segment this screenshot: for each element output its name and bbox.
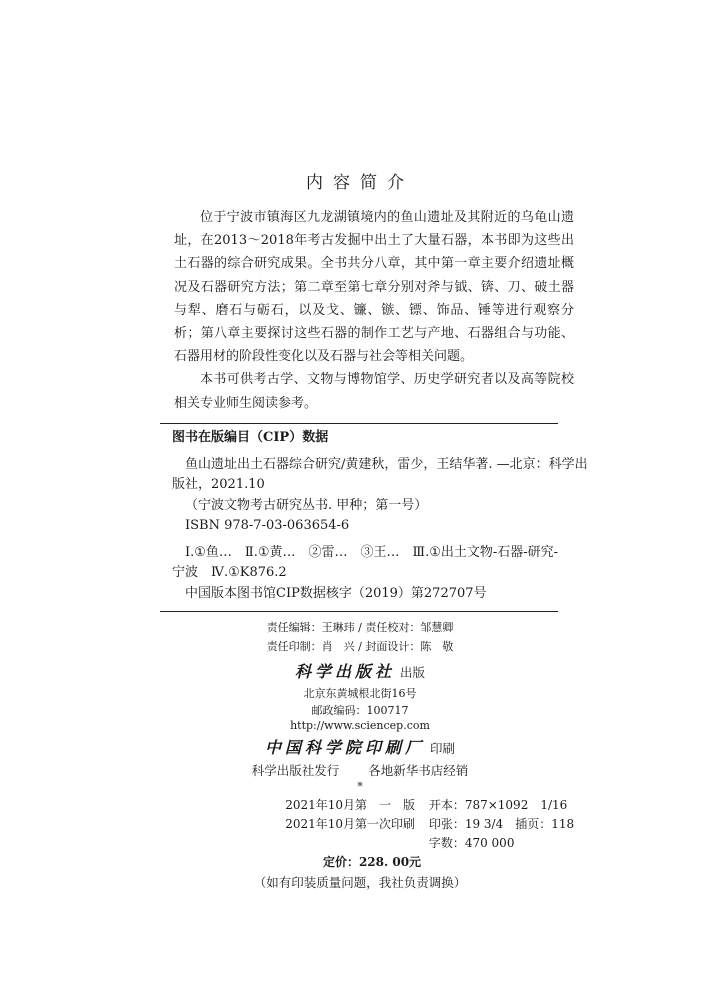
- cip-classification: Ⅰ.①鱼… Ⅱ.①黄… ②雷… ③王… Ⅲ.①出土文物-石器-研究-: [185, 544, 559, 560]
- printer-suffix: 印刷: [430, 741, 456, 756]
- sheets-text: 印张：19 3/4 插页：118: [428, 817, 575, 831]
- edition-text: 2021年10月第 一 版: [285, 798, 415, 812]
- cip-line: 宁波 Ⅳ.①K876.2: [172, 565, 287, 580]
- cip-block: [172, 428, 588, 604]
- price-text: 定价：228. 00元: [322, 855, 422, 869]
- publisher-logo-text: 科学出版社: [294, 662, 395, 681]
- word-count: 字数：470 000: [428, 836, 515, 850]
- publisher-url: http://www.sciencep.com: [290, 719, 430, 732]
- publisher-address: 北京东黄城根北街16号: [303, 687, 417, 700]
- printing-row: [250, 815, 610, 832]
- cip-isbn: ISBN 978-7-03-063654-6: [185, 518, 350, 533]
- cip-top-rule: [160, 423, 558, 424]
- credits-editor: 责任编辑：王琳玮 / 责任校对：邹慧卿: [266, 621, 454, 634]
- format-text: 开本：787×1092 1/16: [428, 798, 568, 812]
- page-title: 内容简介: [306, 173, 414, 193]
- words-row: [250, 834, 610, 851]
- separator-star: *: [357, 780, 363, 793]
- intro-paragraph-2: 本书可供考古学、文物与博物馆学、历史学研究者以及高等院校相关专业师生阅读参考。: [174, 372, 574, 411]
- cip-bottom-rule: [160, 611, 558, 612]
- cip-line: 鱼山遗址出土石器综合研究/黄建秋，雷少，王结华著. —北京：科学出: [185, 456, 588, 472]
- cip-header: 图书在版编目（CIP）数据: [172, 430, 329, 445]
- quality-note: （如有印装质量问题，我社负责调换）: [253, 875, 467, 890]
- cip-record-number: 中国版本图书馆CIP数据核字（2019）第272707号: [185, 585, 487, 601]
- publisher-suffix: 出版: [400, 665, 426, 680]
- cip-line: （宁波文物考古研究丛书. 甲种；第一号）: [185, 497, 428, 513]
- printer-line: [0, 735, 720, 758]
- intro-section: [174, 206, 574, 415]
- seller-text: 各地新华书店经销: [368, 763, 469, 778]
- distribution-line: [0, 761, 720, 779]
- edition-row: [250, 796, 610, 813]
- publisher-line: [0, 659, 720, 682]
- printer-logo-text: 中国科学院印刷厂: [264, 738, 425, 757]
- cip-line: 版社，2021.10: [172, 477, 265, 492]
- intro-paragraph-1: 位于宁波市镇海区九龙湖镇境内的鱼山遗址及其附近的乌龟山遗址，在2013～2018年考古发掘中出土了大量石器，本书即为这些出土石器的综合研究成果。全书共分八章，其中第一章主要介绍遗址概况及石器研究方法；第二章至第七章分别对斧与钺、锛、刀、破土器与犁、磨石与砺石，以及戈、镰、镞、镖、饰品、锤等进行观察分析；第八章主要探讨这些石器的制作工艺与产地、石器组合与功能、石器用材的阶段性变化以及石器与社会等相关问题。: [174, 210, 574, 365]
- credits-print: 责任印制：肖 兴 / 封面设计：陈 敬: [266, 640, 454, 653]
- issuer-text: 科学出版社发行: [251, 763, 340, 778]
- publisher-postcode: 邮政编码：100717: [311, 704, 409, 717]
- printing-text: 2021年10月第一次印刷: [285, 817, 415, 831]
